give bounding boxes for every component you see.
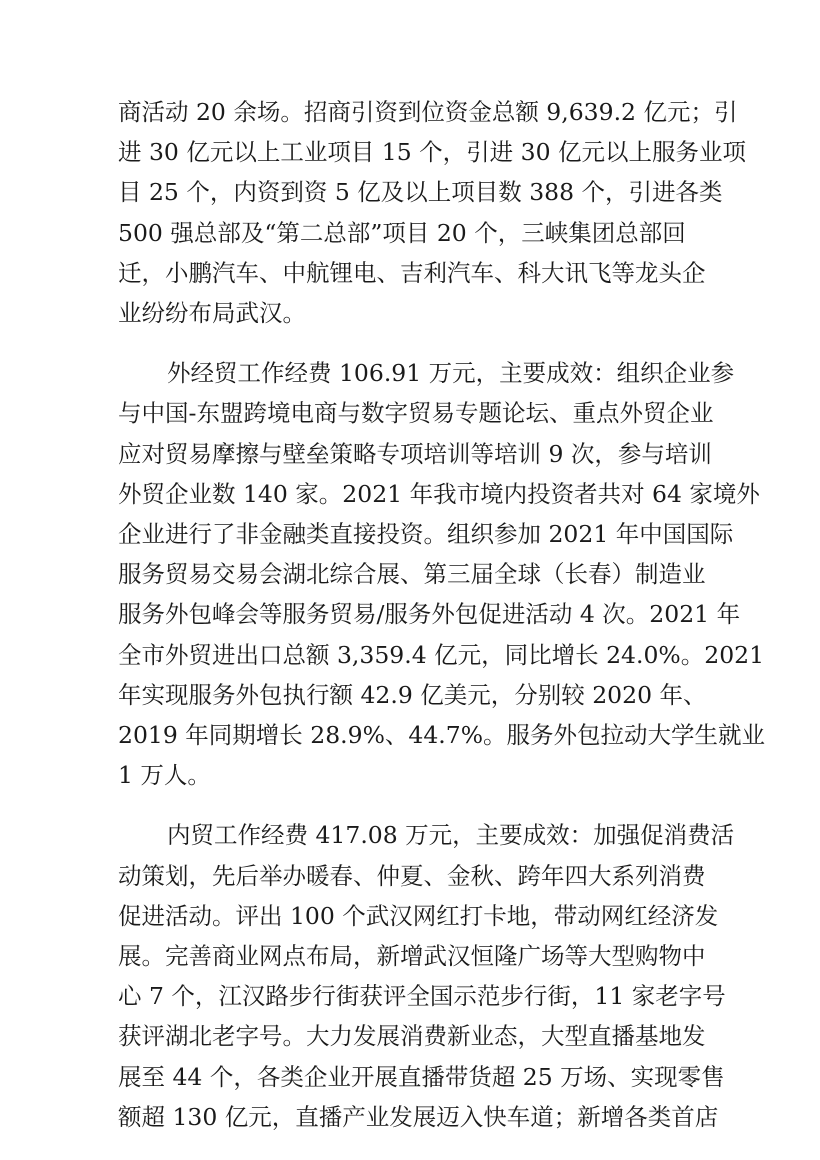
text-line: 外经贸工作经费 106.91 万元，主要成效：组织企业参 [167, 359, 735, 388]
text-line: 与中国-东盟跨境电商与数字贸易专题论坛、重点外贸企业 [118, 399, 714, 428]
text-line: 进 30 亿元以上工业项目 15 个，引进 30 亿元以上服务业项 [118, 138, 747, 167]
text-line: 2019 年同期增长 28.9%、44.7%。服务外包拉动大学生就业 [118, 721, 766, 749]
text-line: 展至 44 个，各类企业开展直播带货超 25 万场、实现零售 [118, 1062, 725, 1091]
text-line: 获评湖北老字号。大力发展消费新业态，大型直播基地发 [118, 1022, 706, 1051]
text-line: 展。完善商业网点布局，新增武汉恒隆广场等大型购物中 [118, 942, 706, 970]
text-line: 年实现服务外包执行额 42.9 亿美元，分别较 2020 年、 [118, 680, 707, 709]
text-line: 额超 130 亿元，直播产业发展迈入快车道；新增各类首店 [118, 1102, 719, 1131]
text-line: 内贸工作经费 417.08 万元，主要成效：加强促消费活 [167, 821, 735, 850]
text-line: 促进活动。评出 100 个武汉网红打卡地，带动网红经济发 [118, 901, 719, 930]
text-line: 迁，小鹏汽车、中航锂电、吉利汽车、科大讯飞等龙头企 [118, 258, 706, 287]
text-line: 商活动 20 余场。招商引资到位资金总额 9,639.2 亿元；引 [118, 98, 738, 126]
text-line: 1 万人。 [118, 761, 211, 790]
text-line: 业纷纷布局武汉。 [118, 299, 306, 327]
text-line: 全市外贸进出口总额 3,359.4 亿元，同比增长 24.0%。2021 [118, 640, 765, 669]
text-line: 企业进行了非金融类直接投资。组织参加 2021 年中国国际 [118, 520, 734, 548]
text-line: 心 7 个，江汉路步行街获评全国示范步行街，11 家老字号 [118, 982, 726, 1011]
text-line: 目 25 个，内资到资 5 亿及以上项目数 388 个，引进各类 [118, 178, 723, 207]
text-line: 服务贸易交易会湖北综合展、第三届全球（长春）制造业 [118, 560, 706, 589]
text-line: 动策划，先后举办暖春、仲夏、金秋、跨年四大系列消费 [118, 861, 706, 890]
text-line: 外贸企业数 140 家。2021 年我市境内投资者共对 64 家境外 [118, 479, 760, 508]
text-line: 500 强总部及“第二总部”项目 20 个，三峡集团总部回 [118, 218, 686, 247]
text-line: 应对贸易摩擦与壁垒策略专项培训等培训 9 次，参与培训 [118, 439, 712, 468]
text-line: 服务外包峰会等服务贸易/服务外包促进活动 4 次。2021 年 [118, 600, 741, 629]
